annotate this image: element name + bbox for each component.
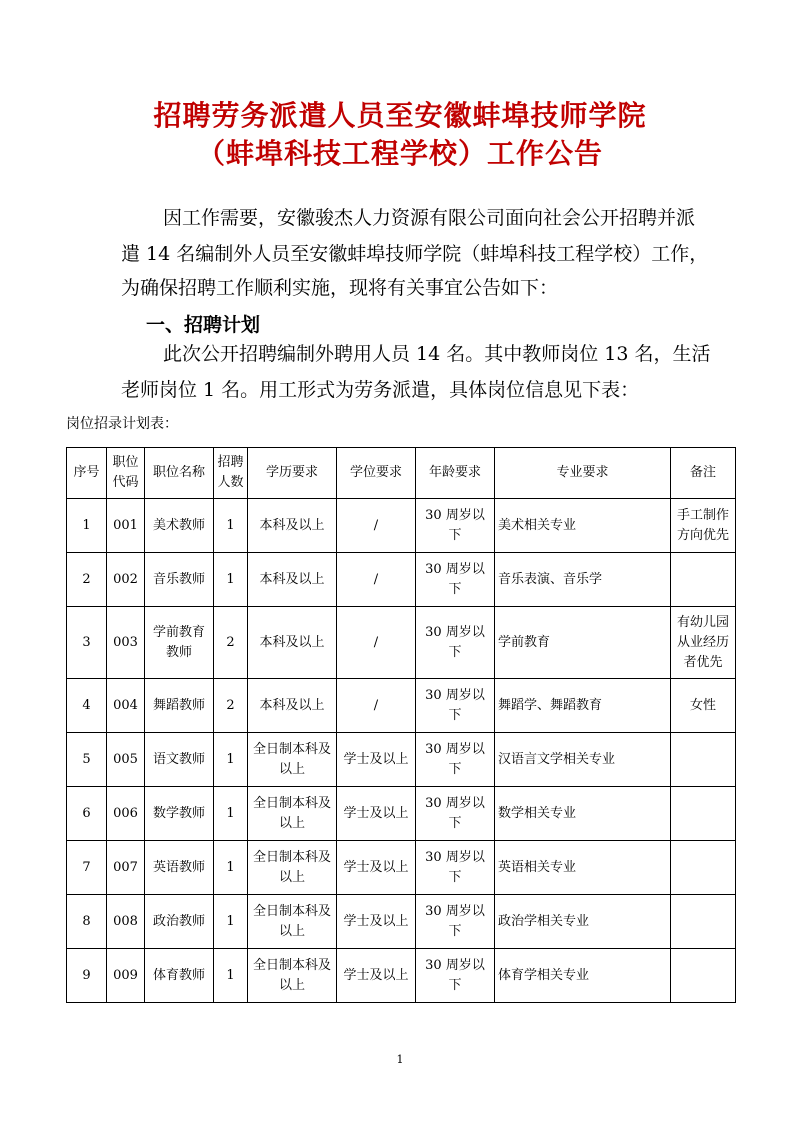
table-row (67, 499, 736, 553)
cell-no: 8 (67, 895, 107, 949)
cell-education: 本科及以上 (248, 499, 337, 553)
cell-age: 30 周岁以下 (416, 679, 495, 733)
cell-age: 30 周岁以下 (416, 787, 495, 841)
cell-note (671, 787, 736, 841)
cell-name: 数学教师 (145, 787, 214, 841)
table-row (67, 895, 736, 949)
cell-age: 30 周岁以下 (416, 607, 495, 679)
cell-name: 体育教师 (145, 949, 214, 1003)
header-note: 备注 (671, 448, 736, 499)
cell-count: 2 (214, 607, 248, 679)
cell-major: 音乐表演、音乐学 (495, 553, 671, 607)
cell-no: 1 (67, 499, 107, 553)
cell-major: 数学相关专业 (495, 787, 671, 841)
header-no: 序号 (67, 448, 107, 499)
cell-note: 女性 (671, 679, 736, 733)
header-degree: 学位要求 (337, 448, 416, 499)
cell-name: 音乐教师 (145, 553, 214, 607)
cell-note (671, 895, 736, 949)
cell-degree: / (337, 679, 416, 733)
cell-education: 本科及以上 (248, 553, 337, 607)
cell-degree: 学士及以上 (337, 733, 416, 787)
cell-education: 本科及以上 (248, 607, 337, 679)
cell-degree: 学士及以上 (337, 787, 416, 841)
cell-age: 30 周岁以下 (416, 499, 495, 553)
cell-code: 002 (107, 553, 145, 607)
cell-education: 全日制本科及以上 (248, 949, 337, 1003)
cell-major: 学前教育 (495, 607, 671, 679)
cell-major: 政治学相关专业 (495, 895, 671, 949)
header-major: 专业要求 (495, 448, 671, 499)
header-code: 职位代码 (107, 448, 145, 499)
intro-line-1: 因工作需要，安徽骏杰人力资源有限公司面向社会公开招聘并派 (163, 207, 696, 229)
cell-count: 1 (214, 553, 248, 607)
cell-code: 007 (107, 841, 145, 895)
cell-count: 1 (214, 841, 248, 895)
table-row (67, 787, 736, 841)
cell-education: 全日制本科及以上 (248, 841, 337, 895)
cell-no: 5 (67, 733, 107, 787)
cell-note: 手工制作方向优先 (671, 499, 736, 553)
intro-line-2: 遣 14 名编制外人员至安徽蚌埠技师学院（蚌埠科技工程学校）工作， (121, 243, 709, 265)
cell-note: 有幼儿园从业经历者优先 (671, 607, 736, 679)
cell-major: 英语相关专业 (495, 841, 671, 895)
cell-code: 008 (107, 895, 145, 949)
cell-age: 30 周岁以下 (416, 553, 495, 607)
cell-no: 2 (67, 553, 107, 607)
cell-degree: / (337, 553, 416, 607)
table-row (67, 949, 736, 1003)
cell-education: 全日制本科及以上 (248, 787, 337, 841)
plan-line-1: 此次公开招聘编制外聘用人员 14 名。其中教师岗位 13 名，生活 (163, 343, 711, 365)
table-caption: 岗位招录计划表： (66, 416, 178, 432)
notice-title-line-1: 招聘劳务派遣人员至安徽蚌埠技师学院 (153, 99, 647, 132)
recruitment-plan-table (66, 447, 736, 1003)
table-row (67, 607, 736, 679)
cell-note (671, 733, 736, 787)
cell-no: 7 (67, 841, 107, 895)
cell-note (671, 949, 736, 1003)
cell-no: 4 (67, 679, 107, 733)
table-row (67, 841, 736, 895)
cell-note (671, 841, 736, 895)
cell-name: 政治教师 (145, 895, 214, 949)
cell-degree: 学士及以上 (337, 949, 416, 1003)
notice-title-line-2: （蚌埠科技工程学校）工作公告 (196, 137, 603, 170)
cell-code: 009 (107, 949, 145, 1003)
header-name: 职位名称 (145, 448, 214, 499)
cell-age: 30 周岁以下 (416, 949, 495, 1003)
cell-count: 1 (214, 895, 248, 949)
cell-code: 005 (107, 733, 145, 787)
table-header-row (67, 448, 736, 499)
cell-code: 004 (107, 679, 145, 733)
header-education: 学历要求 (248, 448, 337, 499)
cell-degree: 学士及以上 (337, 841, 416, 895)
cell-degree: / (337, 607, 416, 679)
cell-count: 1 (214, 733, 248, 787)
table-row (67, 733, 736, 787)
cell-degree: / (337, 499, 416, 553)
cell-name: 舞蹈教师 (145, 679, 214, 733)
cell-name: 美术教师 (145, 499, 214, 553)
cell-code: 001 (107, 499, 145, 553)
cell-name: 英语教师 (145, 841, 214, 895)
cell-major: 汉语言文学相关专业 (495, 733, 671, 787)
cell-age: 30 周岁以下 (416, 841, 495, 895)
cell-degree: 学士及以上 (337, 895, 416, 949)
cell-no: 9 (67, 949, 107, 1003)
cell-major: 美术相关专业 (495, 499, 671, 553)
cell-note (671, 553, 736, 607)
cell-age: 30 周岁以下 (416, 895, 495, 949)
cell-no: 6 (67, 787, 107, 841)
cell-count: 1 (214, 787, 248, 841)
cell-name: 学前教育教师 (145, 607, 214, 679)
cell-education: 全日制本科及以上 (248, 895, 337, 949)
cell-education: 全日制本科及以上 (248, 733, 337, 787)
section-heading-recruitment-plan: 一、招聘计划 (146, 314, 261, 336)
cell-major: 舞蹈学、舞蹈教育 (495, 679, 671, 733)
table-row (67, 553, 736, 607)
intro-line-3: 为确保招聘工作顺利实施，现将有关事宜公告如下： (121, 277, 559, 299)
cell-name: 语文教师 (145, 733, 214, 787)
cell-no: 3 (67, 607, 107, 679)
cell-count: 1 (214, 499, 248, 553)
cell-code: 003 (107, 607, 145, 679)
table-row (67, 679, 736, 733)
cell-code: 006 (107, 787, 145, 841)
cell-count: 2 (214, 679, 248, 733)
cell-count: 1 (214, 949, 248, 1003)
cell-education: 本科及以上 (248, 679, 337, 733)
header-count: 招聘人数 (214, 448, 248, 499)
cell-age: 30 周岁以下 (416, 733, 495, 787)
plan-line-2: 老师岗位 1 名。用工形式为劳务派遣，具体岗位信息见下表： (121, 379, 640, 401)
page-number: 1 (396, 1053, 404, 1066)
cell-major: 体育学相关专业 (495, 949, 671, 1003)
header-age: 年龄要求 (416, 448, 495, 499)
